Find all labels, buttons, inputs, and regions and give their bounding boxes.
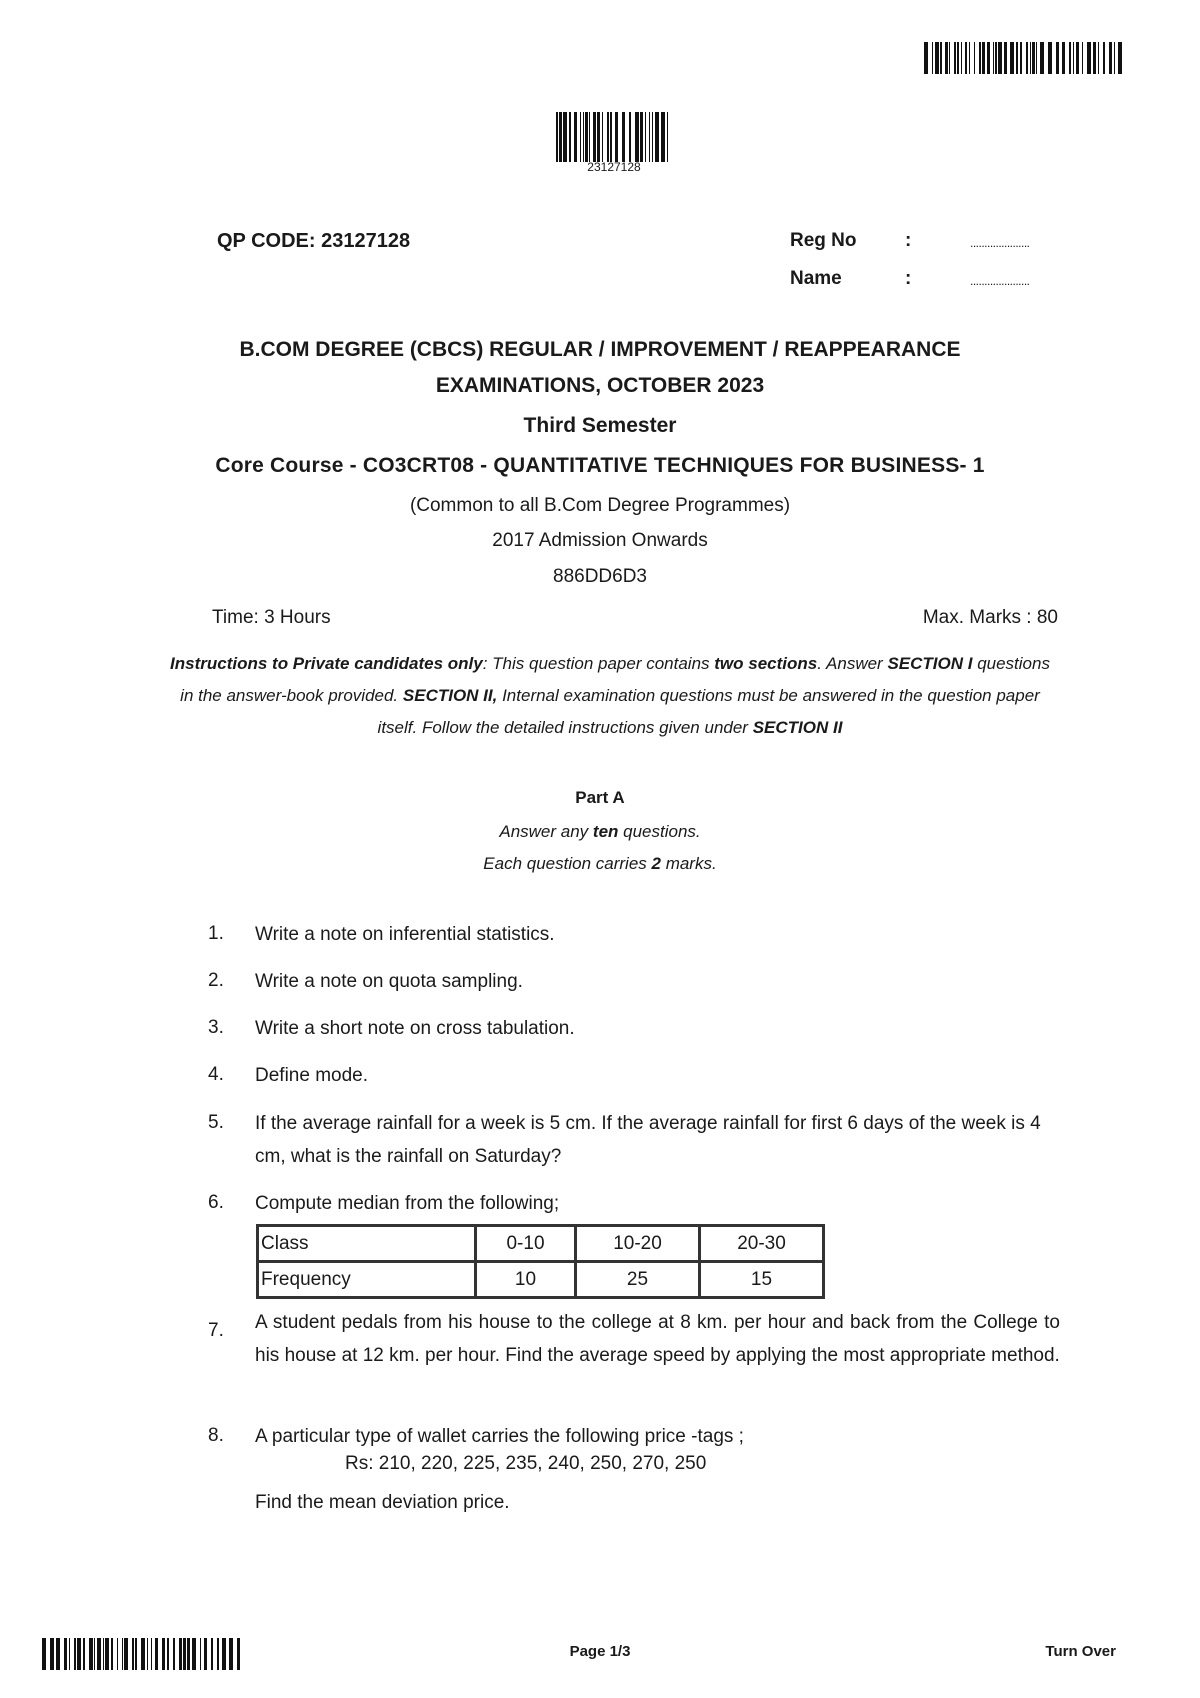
barcode-bar: [668, 112, 671, 162]
instructions-text: questions in the answer-book provided.: [180, 654, 1050, 705]
reg-no-field: .....................: [970, 236, 1030, 250]
instructions-text: Internal examination questions must be answered in the question paper itself. Follow the detailed instructions given under: [377, 686, 1040, 737]
question-text: Write a note on inferential statistics.: [255, 924, 555, 945]
reg-no-label: Reg No: [790, 230, 857, 251]
turn-over: Turn Over: [1045, 1643, 1116, 1660]
instructions-bold: two sections: [714, 654, 818, 673]
table-cell: Class: [258, 1226, 476, 1262]
instructions-text: : This question paper contains: [482, 654, 715, 673]
question-text: Write a short note on cross tabulation.: [255, 1018, 575, 1039]
question-text: A student pedals from his house to the college at 8 km. per hour and back from the College to his house at 12 km. per hour. Find the average speed by applying the most appropriate method.: [255, 1312, 1060, 1366]
semester: Third Semester: [523, 414, 677, 437]
instructions-heading: Instructions to Private candidates only: [170, 654, 483, 673]
question-text: A particular type of wallet carries the following price -tags ;: [255, 1426, 744, 1447]
note-bold: ten: [592, 822, 619, 841]
common-note: (Common to all B.Com Degree Programmes): [409, 495, 791, 516]
page-number: Page 1/3: [569, 1643, 631, 1660]
instructions-bold: SECTION II,: [402, 686, 498, 705]
reg-no-colon: :: [905, 230, 912, 251]
course-title: Core Course - CO3CRT08 - QUANTITATIVE TECHNIQUES FOR BUSINESS- 1: [215, 454, 985, 477]
barcode-top-right: [924, 42, 1124, 74]
question-text: Find the mean deviation price.: [255, 1492, 510, 1513]
question-number: 2.: [208, 970, 224, 991]
note-text: questions.: [618, 822, 701, 841]
table-cell: 0-10: [476, 1226, 576, 1262]
table-row: [258, 1226, 824, 1262]
question-number: 1.: [208, 923, 224, 944]
marks-note: [0, 854, 1200, 874]
degree-title: B.COM DEGREE (CBCS) REGULAR / IMPROVEMENT / REAPPEARANCE: [239, 338, 961, 361]
name-label: Name: [790, 268, 842, 289]
exam-title: EXAMINATIONS, OCTOBER 2023: [435, 374, 765, 397]
note-text: Each question carries: [483, 854, 652, 873]
paper-code: 886DD6D3: [553, 566, 647, 587]
table-cell: Frequency: [258, 1262, 476, 1298]
question-text: Write a note on quota sampling.: [255, 971, 523, 992]
name-field: .....................: [970, 274, 1030, 288]
admission-note: 2017 Admission Onwards: [492, 530, 708, 551]
question-text: If the average rainfall for a week is 5 cm. If the average rainfall for first 6 days of the week is 4 cm, what is the rainfall on Saturday?: [255, 1113, 1041, 1167]
table-cell: 25: [576, 1262, 700, 1298]
question-number: 3.: [208, 1017, 224, 1038]
question-text: Compute median from the following;: [255, 1193, 560, 1214]
question-number: 4.: [208, 1064, 224, 1085]
table-cell: 15: [700, 1262, 824, 1298]
name-colon: :: [905, 268, 912, 289]
question-text: Define mode.: [255, 1065, 369, 1086]
price-list: Rs: 210, 220, 225, 235, 240, 250, 270, 250: [345, 1453, 707, 1474]
question-number: 8.: [208, 1425, 224, 1446]
question-number: 7.: [208, 1320, 224, 1341]
max-marks: Max. Marks : 80: [922, 607, 1058, 628]
qp-code: QP CODE: 23127128: [217, 230, 411, 252]
instructions: [170, 648, 1050, 744]
barcode-number: 23127128: [587, 160, 641, 174]
answer-any-note: [0, 822, 1200, 842]
barcode-bar: [1118, 42, 1122, 74]
table-cell: 10: [476, 1262, 576, 1298]
instructions-bold: SECTION II: [752, 718, 843, 737]
exam-time: Time: 3 Hours: [212, 607, 331, 628]
instructions-bold: SECTION I: [887, 654, 973, 673]
instructions-text: . Answer: [817, 654, 888, 673]
question-number: 5.: [208, 1112, 224, 1133]
table-row: [258, 1262, 824, 1298]
note-text: Answer any: [499, 822, 593, 841]
barcode-center: [556, 112, 672, 162]
part-a-title: Part A: [575, 788, 625, 807]
median-table: [256, 1224, 825, 1299]
note-bold: 2: [651, 854, 661, 873]
question-number: 6.: [208, 1192, 224, 1213]
note-text: marks.: [660, 854, 717, 873]
table-cell: 20-30: [700, 1226, 824, 1262]
table-cell: 10-20: [576, 1226, 700, 1262]
